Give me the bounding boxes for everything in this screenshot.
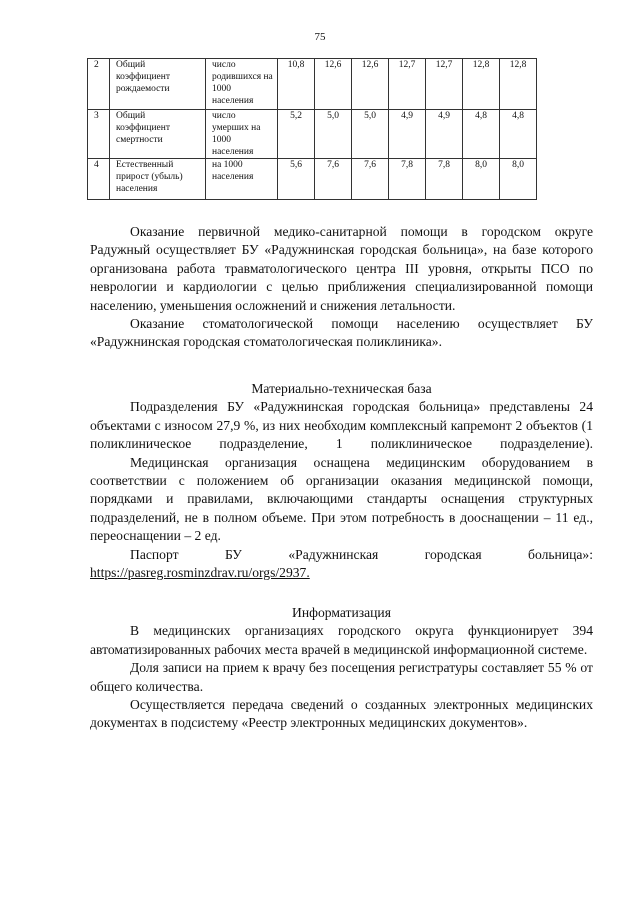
page-number: 75 <box>314 31 326 43</box>
paragraph: Осуществляется передача сведений о созданных электронных медицинских документах в подсистему «Реестр электронных медицинских документов». <box>90 697 593 731</box>
value-cell: 12,6 <box>315 59 352 110</box>
table-row <box>88 59 537 110</box>
informatization-section <box>90 604 593 733</box>
value-cell: 12,8 <box>463 59 500 110</box>
value-cell: 5,2 <box>278 110 315 159</box>
section-heading: Материально-техническая база <box>251 381 432 396</box>
paragraph: Медицинская организация оснащена медицинским оборудованием в соответствии с положением об организации оказания медицинской помощи, порядками и правилами, включающими стандарты оснащения структурных подразделений, не в полном объеме. При этом потребность в дооснащении – 11 ед., переоснащении – 2 ед. <box>90 454 593 544</box>
value-cell: 12,7 <box>426 59 463 110</box>
value-cell: 7,8 <box>389 159 426 200</box>
value-cell: 5,6 <box>278 159 315 200</box>
indicator-cell: Естественный прирост (убыль) населения <box>110 159 206 200</box>
primary-care-section <box>90 223 593 352</box>
unit-cell: число умерших на 1000 населения <box>206 110 278 159</box>
paragraph: Оказание первичной медико-санитарной помощи в городском округе Радужный осуществляет БУ «Радужнинская городская больница», на базе которого организована работа травматологического центра III уровня, открыты ПСО по неврологии и кардиологии с целью приближения специализированной помощи населению, уменьшения осложнений и снижения летальности. <box>90 224 593 313</box>
table-row <box>88 159 537 200</box>
table-row <box>88 110 537 159</box>
indicator-cell: Общий коэффициент рождаемости <box>110 59 206 110</box>
value-cell: 10,8 <box>278 59 315 110</box>
material-base-section <box>90 380 593 582</box>
section-heading: Информатизация <box>292 605 391 620</box>
value-cell: 8,0 <box>500 159 537 200</box>
value-cell: 8,0 <box>463 159 500 200</box>
paragraph: Паспорт БУ «Радужнинская городская больница»: <box>130 546 593 562</box>
value-cell: 5,0 <box>352 110 389 159</box>
value-cell: 4,8 <box>500 110 537 159</box>
paragraph: В медицинских организациях городского округа функционирует 394 автоматизированных рабочих места врачей в медицинской информационной системе. <box>90 623 593 657</box>
unit-cell: на 1000 населения <box>206 159 278 200</box>
row-number: 2 <box>88 59 110 110</box>
value-cell: 12,6 <box>352 59 389 110</box>
value-cell: 4,8 <box>463 110 500 159</box>
value-cell: 12,7 <box>389 59 426 110</box>
indicator-cell: Общий коэффициент смертности <box>110 110 206 159</box>
paragraph: Доля записи на прием к врачу без посещения регистратуры составляет 55 % от общего количества. <box>90 660 593 694</box>
row-number: 3 <box>88 110 110 159</box>
demographics-table <box>87 58 537 200</box>
paragraph: Подразделения БУ «Радужнинская городская больница» представлены 24 объектами с износом 27,9 %, из них необходим комплексный капремонт 2 объектов (1 поликлиническое подразделение, 1 поликлиническое подразделение). <box>90 399 593 452</box>
unit-cell: число родившихся на 1000 населения <box>206 59 278 110</box>
passport-link[interactable]: https://pasreg.rosminzdrav.ru/orgs/2937. <box>90 565 310 581</box>
value-cell: 4,9 <box>389 110 426 159</box>
value-cell: 5,0 <box>315 110 352 159</box>
value-cell: 4,9 <box>426 110 463 159</box>
value-cell: 7,6 <box>352 159 389 200</box>
row-number: 4 <box>88 159 110 200</box>
value-cell: 7,8 <box>426 159 463 200</box>
paragraph: Оказание стоматологической помощи населению осуществляет БУ «Радужнинская городская стоматологическая поликлиника». <box>90 316 593 350</box>
value-cell: 12,8 <box>500 59 537 110</box>
value-cell: 7,6 <box>315 159 352 200</box>
